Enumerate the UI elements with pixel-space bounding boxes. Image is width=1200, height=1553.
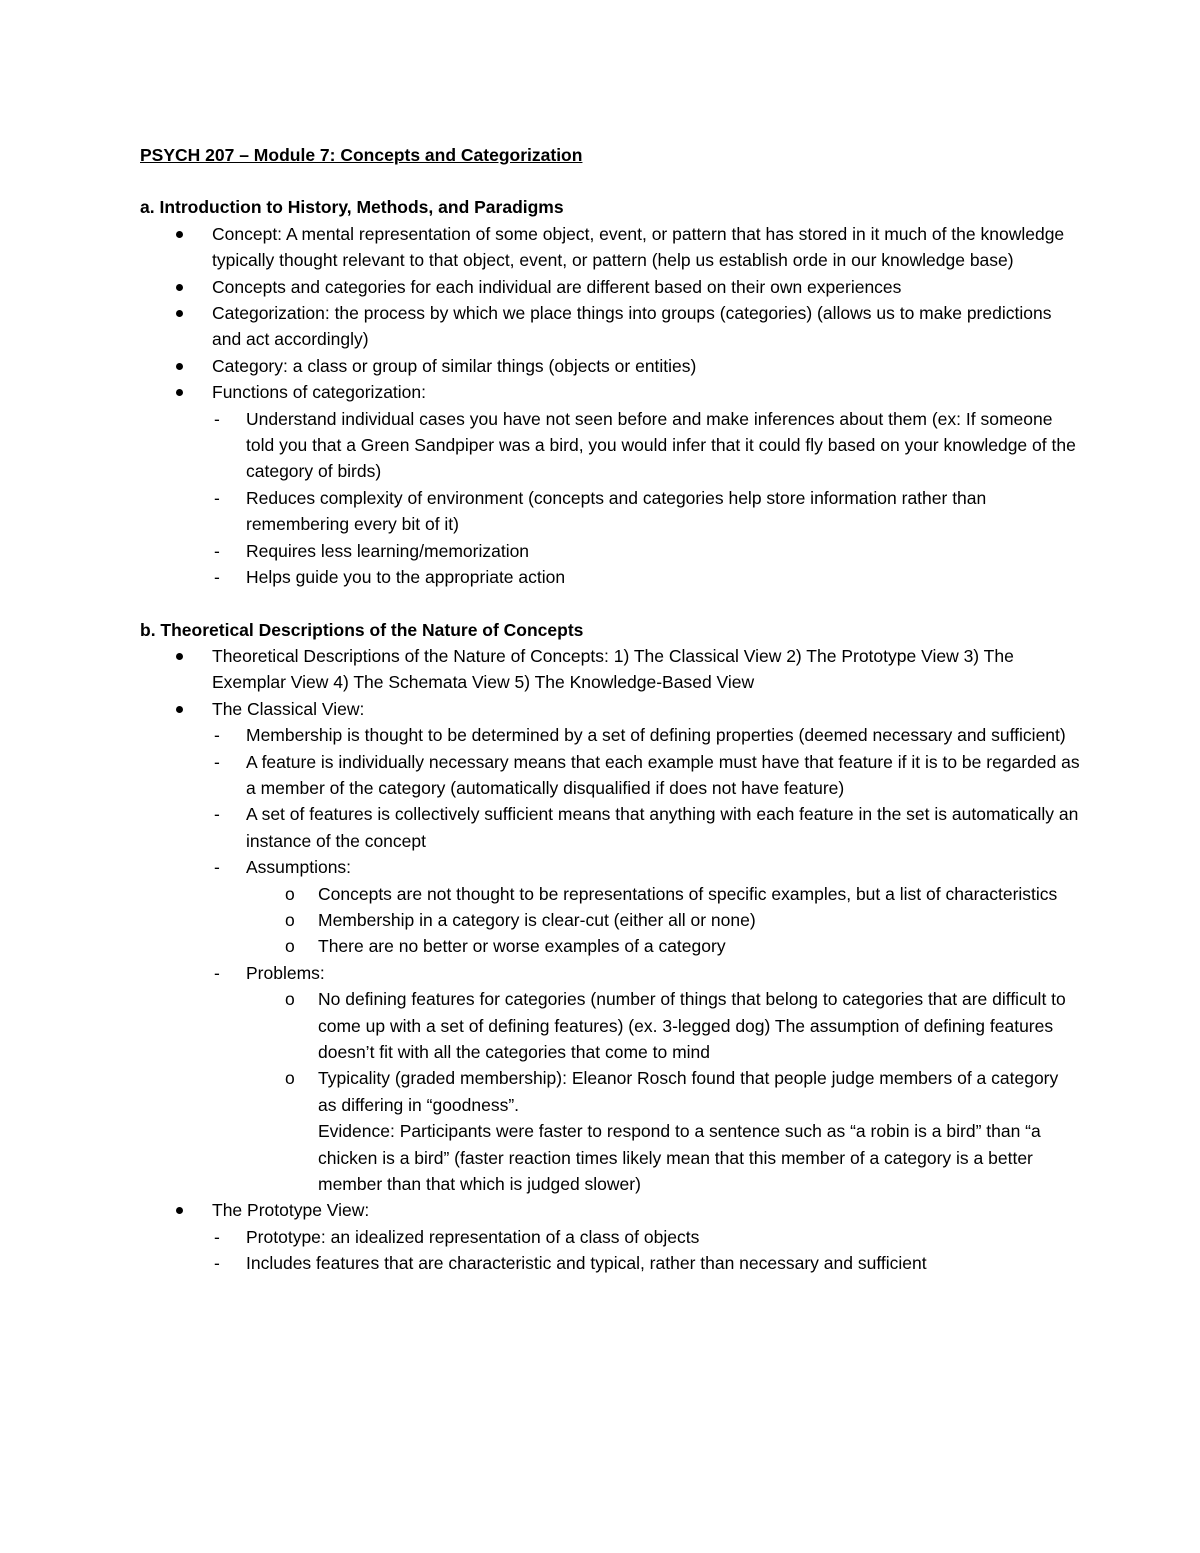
circle-bullet-icon: o xyxy=(285,989,295,1010)
bullet-icon xyxy=(176,696,196,722)
bullet-icon xyxy=(176,643,196,669)
sub-list-item: - Assumptions: xyxy=(140,854,1080,880)
list-item: Concept: A mental representation of some object, event, or pattern that has stored in it much of the knowledge typically thought relevant to that object, event, or pattern (help us establish orde in our knowledge base) xyxy=(140,221,1080,274)
list-item: Theoretical Descriptions of the Nature of Concepts: 1) The Classical View 2) The Prototype View 3) The Exemplar View 4) The Schemata View 5) The Knowledge-Based View xyxy=(140,643,1080,696)
dash-icon: - xyxy=(214,751,220,772)
dash-icon: - xyxy=(214,725,220,746)
list-item: Functions of categorization: xyxy=(140,379,1080,405)
section-a-list xyxy=(140,221,1080,591)
dash-icon: - xyxy=(214,1253,220,1274)
list-item: Concepts and categories for each individual are different based on their own experiences xyxy=(140,274,1080,300)
list-item: Categorization: the process by which we place things into groups (categories) (allows us to make predictions and act accordingly) xyxy=(140,300,1080,353)
list-item: Category: a class or group of similar things (objects or entities) xyxy=(140,353,1080,379)
section-b-list xyxy=(140,643,1080,1277)
sub-list-item: - Includes features that are characteristic and typical, rather than necessary and sufficient xyxy=(140,1250,1080,1276)
document-page xyxy=(140,142,1080,1277)
document-title: PSYCH 207 – Module 7: Concepts and Categorization xyxy=(140,145,583,165)
dash-icon: - xyxy=(214,804,220,825)
bullet-icon xyxy=(176,274,196,300)
bullet-icon xyxy=(176,300,196,326)
sub-list-item: - Reduces complexity of environment (concepts and categories help store information rather than remembering every bit of it) xyxy=(140,485,1080,538)
list-item: The Prototype View: xyxy=(140,1197,1080,1223)
dash-icon: - xyxy=(214,1226,220,1247)
sub-list-item: - Prototype: an idealized representation of a class of objects xyxy=(140,1224,1080,1250)
sub-sub-list-item: o There are no better or worse examples of a category xyxy=(140,933,1080,959)
sub-sub-list-item: o No defining features for categories (number of things that belong to categories that are difficult to come up with a set of defining features) (ex. 3-legged dog) The assumption of defining features doesn’t fit with all the categories that come to mind xyxy=(140,986,1080,1065)
sub-list-item: - Membership is thought to be determined by a set of defining properties (deemed necessary and sufficient) xyxy=(140,722,1080,748)
sub-list-item: - A set of features is collectively sufficient means that anything with each feature in the set is automatically an instance of the concept xyxy=(140,801,1080,854)
circle-bullet-icon: o xyxy=(285,909,295,930)
circle-bullet-icon: o xyxy=(285,1068,295,1089)
bullet-icon xyxy=(176,221,196,247)
dash-icon: - xyxy=(214,962,220,983)
circle-bullet-icon: o xyxy=(285,883,295,904)
list-item: The Classical View: xyxy=(140,696,1080,722)
sub-sub-list-item: o Membership in a category is clear-cut (either all or none) xyxy=(140,907,1080,933)
sub-list-item: - Problems: xyxy=(140,960,1080,986)
dash-icon: - xyxy=(214,540,220,561)
section-a-heading: a. Introduction to History, Methods, and Paradigms xyxy=(140,197,564,218)
bullet-icon xyxy=(176,379,196,405)
bullet-icon xyxy=(176,1197,196,1223)
sub-sub-list-item: o Concepts are not thought to be representations of specific examples, but a list of characteristics xyxy=(140,881,1080,907)
circle-bullet-icon: o xyxy=(285,936,295,957)
section-b-heading: b. Theoretical Descriptions of the Nature of Concepts xyxy=(140,619,584,640)
dash-icon: - xyxy=(214,567,220,588)
dash-icon: - xyxy=(214,857,220,878)
sub-list-item: - A feature is individually necessary means that each example must have that feature if it is to be regarded as a member of the category (automatically disqualified if does not have feature) xyxy=(140,749,1080,802)
dash-icon: - xyxy=(214,487,220,508)
bullet-icon xyxy=(176,353,196,379)
sub-list-item: - Helps guide you to the appropriate action xyxy=(140,564,1080,590)
dash-icon: - xyxy=(214,408,220,429)
section-spacer xyxy=(140,591,1080,617)
sub-list-item: - Requires less learning/memorization xyxy=(140,538,1080,564)
evidence-text: Evidence: Participants were faster to respond to a sentence such as “a robin is a bird” than “a chicken is a bird” (faster reaction times likely mean that this member of a category is a better member than that which is judged slower) xyxy=(318,1121,1041,1195)
sub-list-item: - Understand individual cases you have not seen before and make inferences about them (ex: If someone told you that a Green Sandpiper was a bird, you would infer that it could fly based on your knowledge of the category of birds) xyxy=(140,406,1080,485)
sub-sub-list-item: o Typicality (graded membership): Eleanor Rosch found that people judge members of a category as differing in “goodness”. Evidence: Participants were faster to respond to a sentence such as “a robin is a bird” than “a chicken is a bird” (faster reaction times likely mean that this member of a category is a better member than that which is judged slower) xyxy=(140,1065,1080,1197)
